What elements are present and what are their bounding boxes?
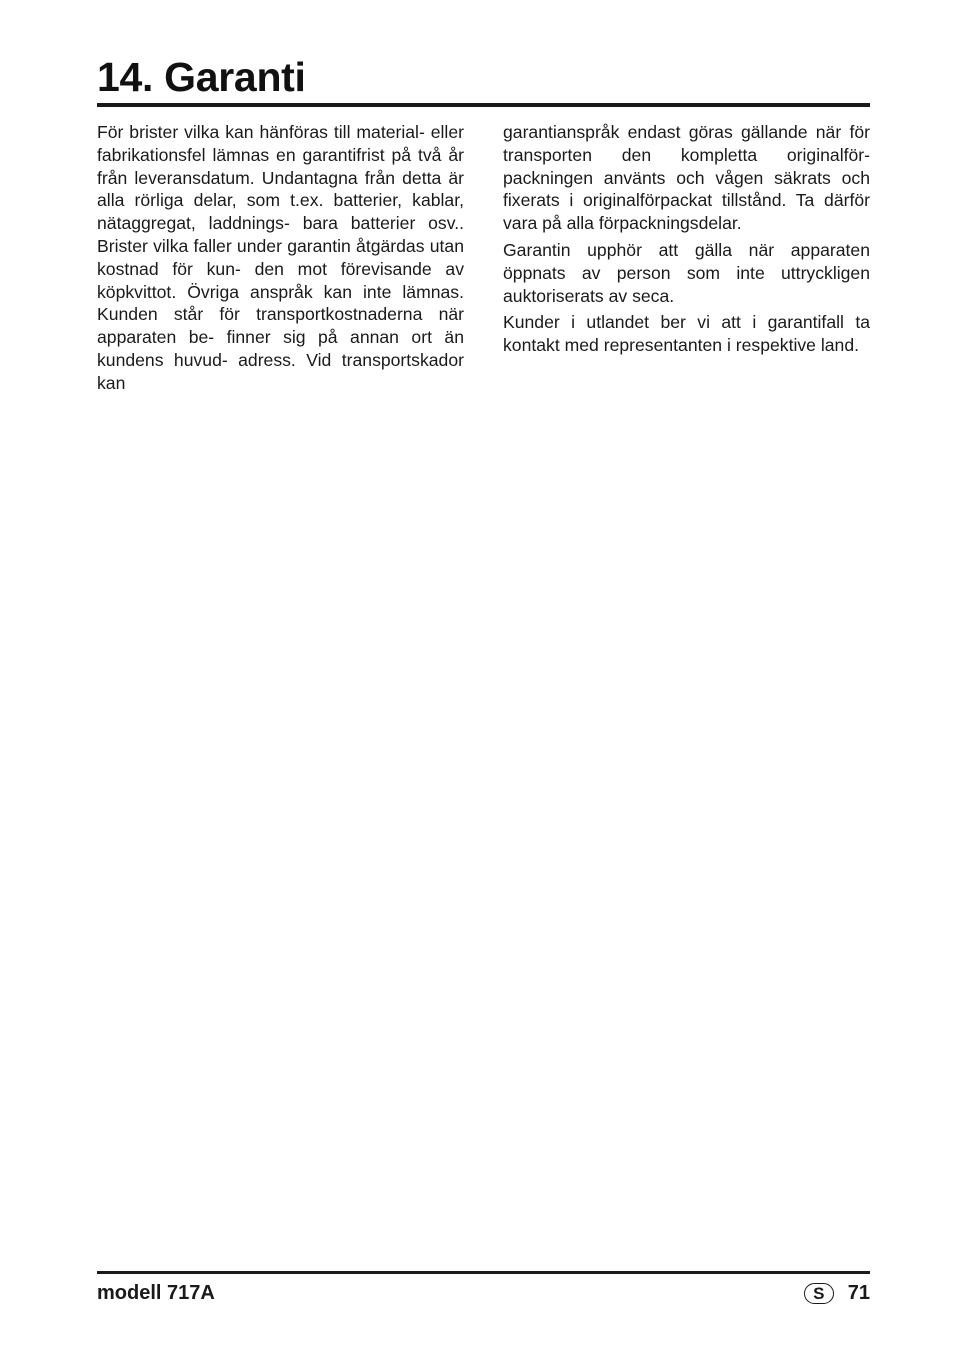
text-column-right — [503, 121, 870, 361]
paragraph: Garantin upphör att gälla när apparaten öppnats av person som inte uttryckligen auktoriserats av seca. — [503, 239, 870, 306]
title-underline — [97, 103, 870, 107]
paragraph: garantianspråk endast göras gällande när för transporten den kompletta originalför- packningen använts och vågen säkrats och fixerats i originalförpackat tillstånd. Ta därför vara på alla förpackningsdelar. — [503, 122, 870, 234]
footer-model-name: modell 717A — [97, 1282, 215, 1304]
page-title: 14. Garanti — [97, 54, 306, 100]
language-badge: S — [804, 1283, 834, 1304]
footer-page-info — [804, 1280, 870, 1306]
text-column-left — [97, 121, 464, 399]
page-number: 71 — [847, 1282, 870, 1304]
footer-divider — [97, 1271, 870, 1274]
paragraph: För brister vilka kan hänföras till material- eller fabrikationsfel lämnas en garantifrist på två år från leveransdatum. Undantagna från detta är alla rörliga delar, som t.ex. batterier, kablar, nätaggregat, laddnings- bara batterier osv.. Brister vilka faller under garantin åtgärdas utan kostnad för kun- den mot förevisande av köpkvittot. Övriga anspråk kan inte lämnas. Kunden står för transportkostnaderna när apparaten be- finner sig på annan ort än kundens huvud- adress. Vid transportskador kan — [97, 122, 464, 393]
paragraph: Kunder i utlandet ber vi att i garantifall ta kontakt med representanten i respektive land. — [503, 312, 870, 356]
